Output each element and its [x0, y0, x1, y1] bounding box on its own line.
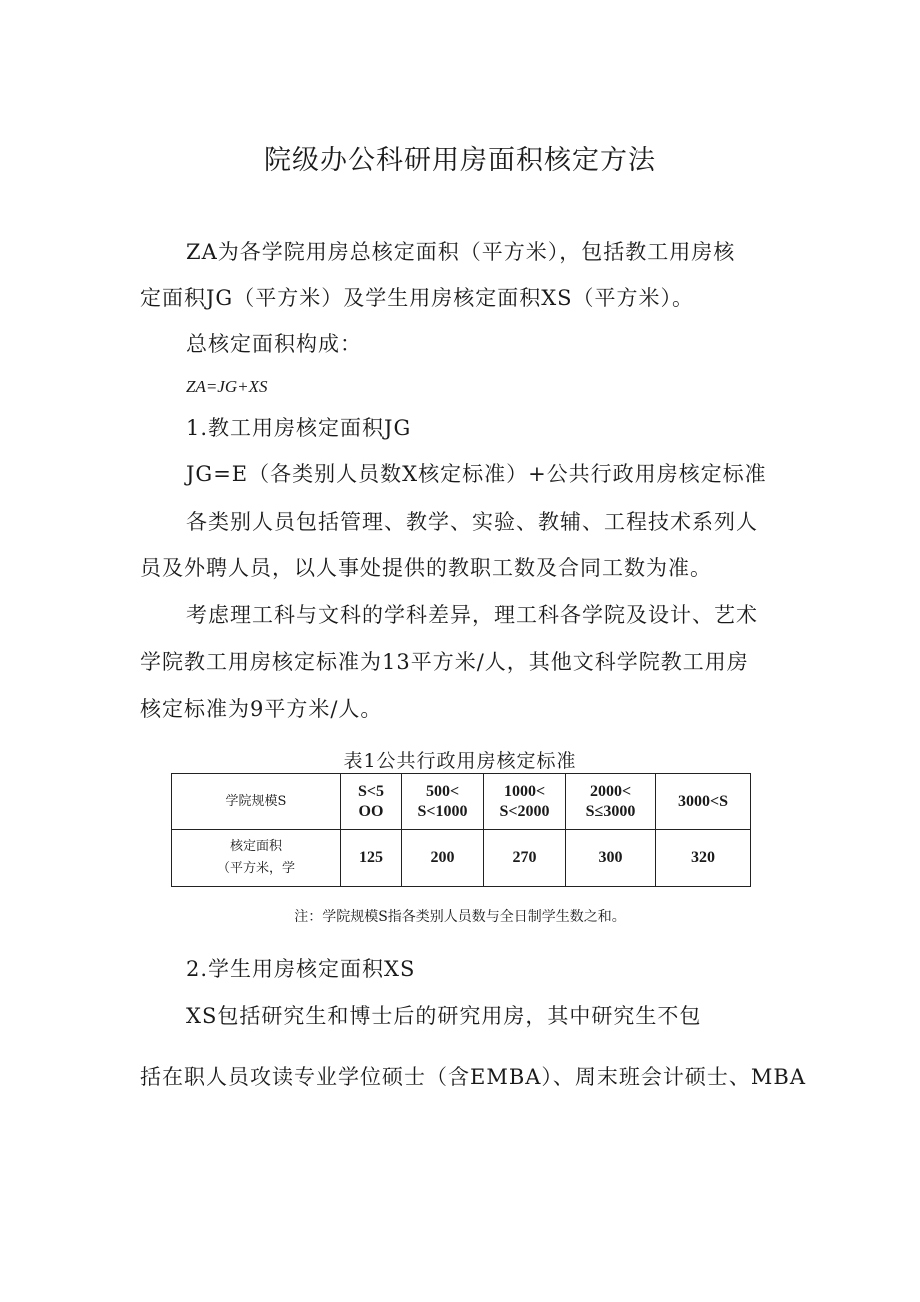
table-header-cell: 500< S<1000	[402, 774, 484, 830]
table-header-cell: 学院规模S	[172, 774, 341, 830]
table-caption: 表1公共行政用房核定标准	[343, 750, 577, 772]
section-heading: 2.学生用房核定面积XS	[186, 957, 416, 981]
table-header-cell: 1000< S<2000	[484, 774, 566, 830]
paragraph-line: XS包括研究生和博士后的研究用房，其中研究生不包	[186, 1004, 702, 1028]
table-cell: 320	[656, 830, 751, 887]
table-cell: 125	[341, 830, 402, 887]
compose-label: 总核定面积构成：	[186, 332, 362, 356]
area-formula: ZA=JG+XS	[186, 377, 268, 396]
table-header-cell: 2000< S≤3000	[566, 774, 656, 830]
paragraph-line: 核定标准为9平方米/人。	[140, 697, 383, 721]
paragraph-line: 各类别人员包括管理、教学、实验、教辅、工程技术系列人	[186, 510, 758, 534]
paragraph-line: 括在职人员攻读专业学位硕士（含EMBA）、周末班会计硕士、MBA	[140, 1065, 807, 1089]
table-cell: 270	[484, 830, 566, 887]
table-row	[172, 830, 751, 887]
table-header-cell: S<5 OO	[341, 774, 402, 830]
paragraph-line: 学院教工用房核定标准为13平方米/人，其他文科学院教工用房	[140, 650, 749, 674]
jg-formula: JG=E（各类别人员数X核定标准）+公共行政用房核定标准	[186, 462, 767, 486]
paragraph-line: 考虑理工科与文科的学科差异，理工科各学院及设计、艺术	[186, 603, 758, 627]
document-title: 院级办公科研用房面积核定方法	[264, 145, 656, 176]
table-header-cell: 3000<S	[656, 774, 751, 830]
table-header-row	[172, 774, 751, 830]
paragraph-line: ZA为各学院用房总核定面积（平方米），包括教工用房核	[186, 240, 736, 264]
section-heading: 1.教工用房核定面积JG	[186, 416, 412, 440]
table-cell: 200	[402, 830, 484, 887]
table-cell: 300	[566, 830, 656, 887]
standards-table	[171, 773, 751, 887]
table-row-label: 核定面积 （平方米，学	[172, 830, 341, 887]
table-note: 注：学院规模S指各类别人员数与全日制学生数之和。	[294, 909, 626, 925]
paragraph-line: 定面积JG（平方米）及学生用房核定面积XS（平方米）。	[140, 286, 695, 310]
paragraph-line: 员及外聘人员，以人事处提供的教职工数及合同工数为准。	[140, 556, 712, 580]
